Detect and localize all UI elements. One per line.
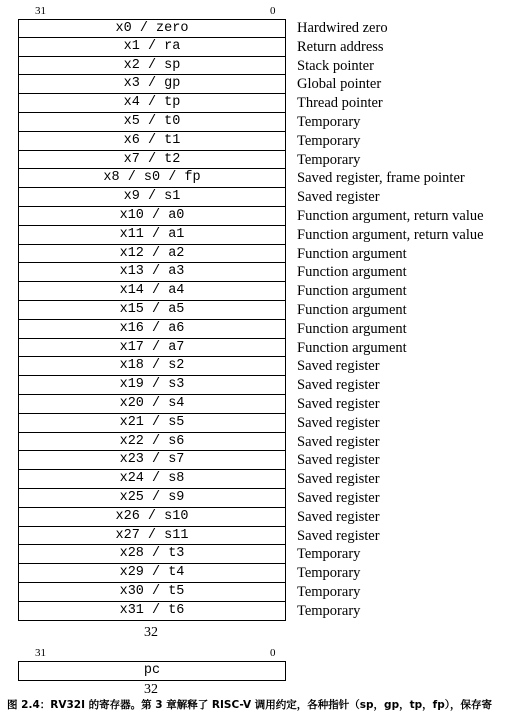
register-name: x7 / t2 <box>18 150 286 170</box>
register-description: Global pointer <box>297 76 382 93</box>
register-name: x23 / s7 <box>18 450 286 470</box>
pc-bit-high-label: 31 <box>35 647 46 659</box>
register-row <box>18 395 286 414</box>
register-row <box>18 376 286 395</box>
register-row <box>18 433 286 452</box>
register-row <box>18 339 286 358</box>
register-description: Function argument <box>297 339 407 356</box>
register-row <box>18 169 286 188</box>
register-name: x18 / s2 <box>18 356 286 376</box>
register-description: Saved register <box>297 471 380 488</box>
register-name: x28 / t3 <box>18 544 286 564</box>
pc-bit-low-label: 0 <box>270 647 276 659</box>
register-description: Function argument, return value <box>297 208 484 224</box>
register-description: Saved register <box>297 414 380 431</box>
register-row <box>18 470 286 489</box>
register-row <box>18 19 286 38</box>
register-description: Function argument <box>297 245 407 262</box>
register-name: x29 / t4 <box>18 563 286 583</box>
register-row <box>18 282 286 301</box>
register-name: x24 / s8 <box>18 469 286 489</box>
register-name: x1 / ra <box>18 37 286 57</box>
register-name: x20 / s4 <box>18 394 286 414</box>
register-name: x13 / a3 <box>18 262 286 282</box>
register-name: x6 / t1 <box>18 131 286 151</box>
register-name: x27 / s11 <box>18 526 286 546</box>
register-row <box>18 545 286 564</box>
register-description: Function argument <box>297 302 407 318</box>
register-description: Saved register <box>297 433 380 450</box>
register-description: Saved register <box>297 490 380 506</box>
register-name: x14 / a4 <box>18 281 286 301</box>
bit-low-label: 0 <box>270 5 276 17</box>
register-name: x26 / s10 <box>18 507 286 527</box>
register-row <box>18 451 286 470</box>
register-name: x3 / gp <box>18 74 286 94</box>
register-row <box>18 602 286 621</box>
register-description: Saved register <box>297 358 380 375</box>
register-row <box>18 527 286 546</box>
register-description: Function argument <box>297 264 407 281</box>
register-name: x31 / t6 <box>18 601 286 621</box>
register-row <box>18 132 286 151</box>
register-description: Temporary <box>297 151 361 168</box>
register-description: Function argument <box>297 283 407 300</box>
pc-register: pc <box>18 661 286 681</box>
bit-high-label: 31 <box>35 5 46 17</box>
register-name: x5 / t0 <box>18 112 286 132</box>
register-width-label: 32 <box>144 625 158 640</box>
register-description: Saved register <box>297 508 380 525</box>
register-description: Saved register <box>297 396 380 412</box>
register-name: x19 / s3 <box>18 375 286 395</box>
register-name: x16 / a6 <box>18 319 286 339</box>
register-description: Stack pointer <box>297 57 374 74</box>
register-description: Temporary <box>297 114 361 130</box>
register-description: Saved register, frame pointer <box>297 170 465 187</box>
register-row <box>18 414 286 433</box>
register-row <box>18 207 286 226</box>
register-row <box>18 38 286 57</box>
register-description: Thread pointer <box>297 95 383 112</box>
register-row <box>18 151 286 170</box>
register-name: x15 / a5 <box>18 300 286 320</box>
register-row <box>18 564 286 583</box>
register-row <box>18 320 286 339</box>
register-name: x2 / sp <box>18 56 286 76</box>
register-row <box>18 583 286 602</box>
register-name: x22 / s6 <box>18 432 286 452</box>
register-row <box>18 489 286 508</box>
register-description: Temporary <box>297 565 361 582</box>
register-description: Saved register <box>297 527 380 544</box>
register-description: Temporary <box>297 584 361 600</box>
register-name: x17 / a7 <box>18 338 286 358</box>
pc-width-label: 32 <box>144 682 158 697</box>
register-name: x30 / t5 <box>18 582 286 602</box>
register-row <box>18 113 286 132</box>
register-name: x0 / zero <box>18 19 286 38</box>
register-row <box>18 508 286 527</box>
register-description: Temporary <box>297 132 361 149</box>
register-name: x12 / a2 <box>18 244 286 264</box>
register-name: x21 / s5 <box>18 413 286 433</box>
register-description: Hardwired zero <box>297 20 388 36</box>
register-description: Return address <box>297 38 384 55</box>
register-name: x9 / s1 <box>18 187 286 207</box>
figure-caption: 图 2.4：RV32I 的寄存器。第 3 章解释了 RISC-V 调用约定，各种指针（sp，gp，tp，fp），保存寄 <box>7 699 492 711</box>
register-name: x11 / a1 <box>18 225 286 245</box>
register-row <box>18 188 286 207</box>
register-description: Saved register <box>297 189 380 206</box>
register-description: Temporary <box>297 602 361 619</box>
register-row <box>18 301 286 320</box>
register-description: Function argument <box>297 320 407 337</box>
register-name: x25 / s9 <box>18 488 286 508</box>
register-row <box>18 357 286 376</box>
register-name: x4 / tp <box>18 93 286 113</box>
register-row <box>18 57 286 76</box>
register-row <box>18 226 286 245</box>
register-row <box>18 94 286 113</box>
register-description: Function argument, return value <box>297 226 484 243</box>
register-row <box>18 263 286 282</box>
register-name: x10 / a0 <box>18 206 286 226</box>
register-description: Saved register <box>297 377 380 394</box>
register-description: Saved register <box>297 452 380 469</box>
register-name: x8 / s0 / fp <box>18 168 286 188</box>
register-row <box>18 245 286 264</box>
register-row <box>18 75 286 94</box>
register-table <box>18 19 286 621</box>
register-description: Temporary <box>297 546 361 563</box>
